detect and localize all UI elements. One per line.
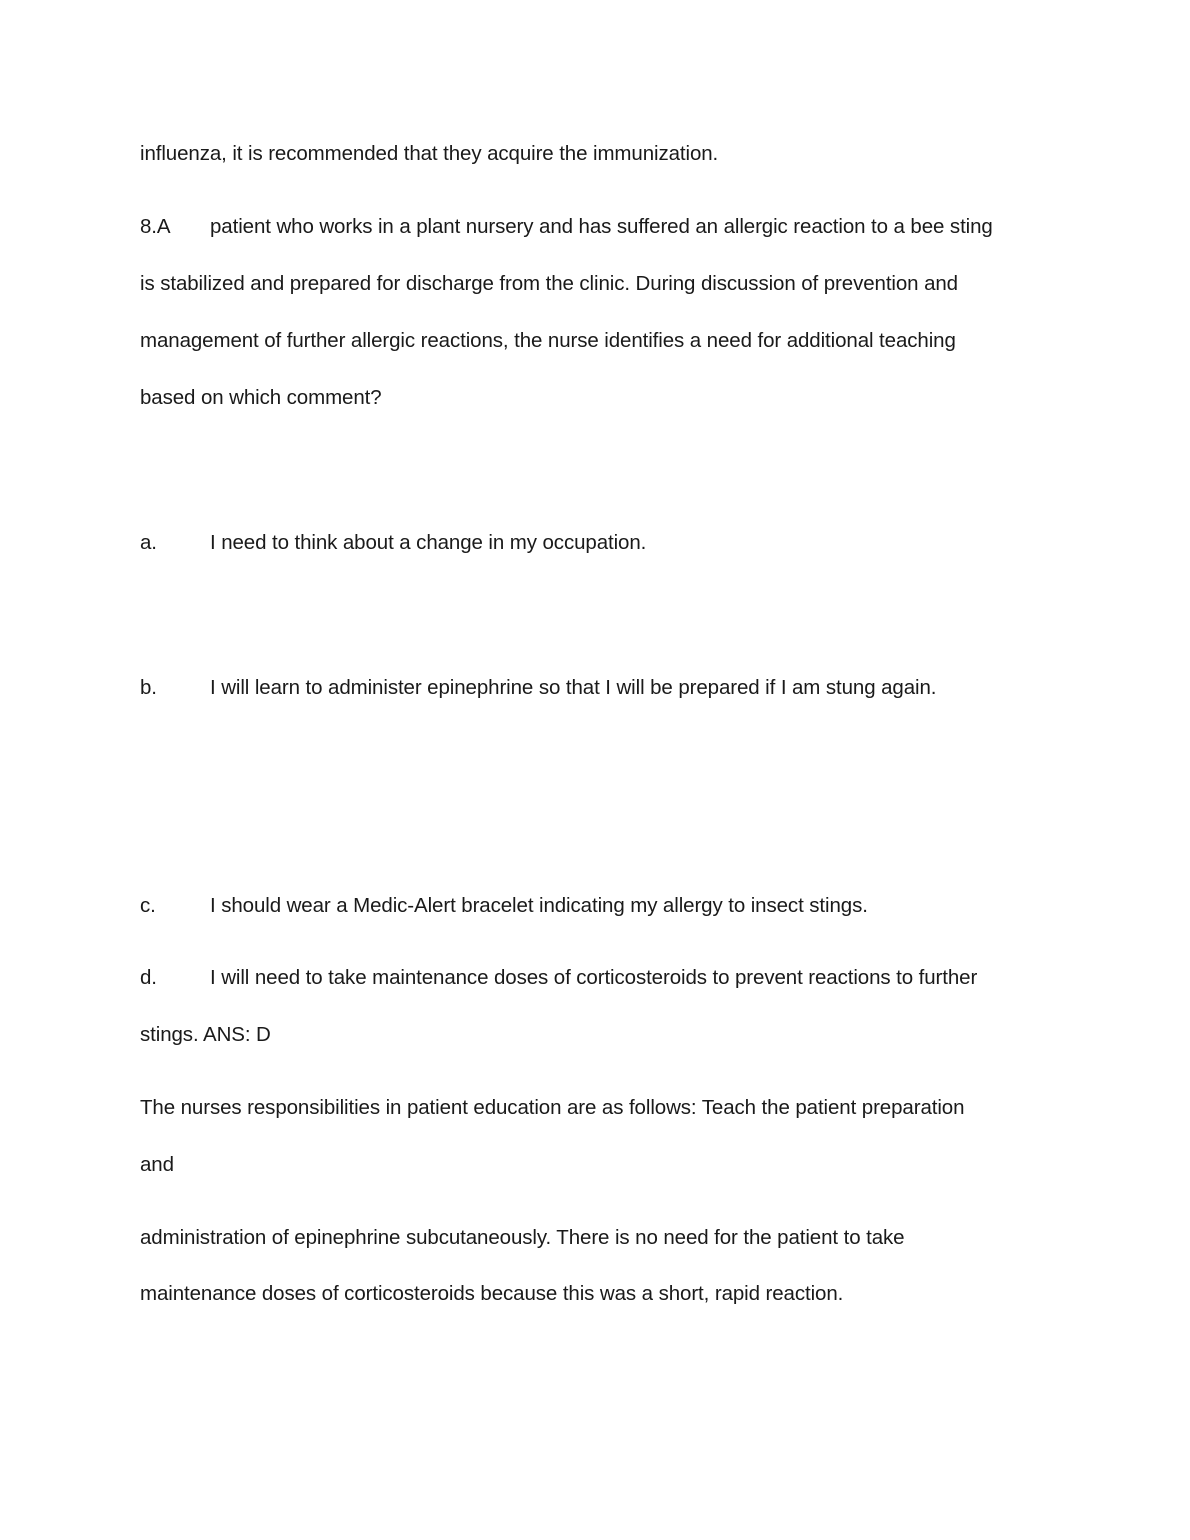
rationale-line-4: maintenance doses of corticosteroids because this was a short, rapid reaction. [140,1282,844,1305]
rationale-line-1: The nurses responsibilities in patient education are as follows: Teach the patient preparation [140,1096,965,1119]
question-line-1: patient who works in a plant nursery and has suffered an allergic reaction to a bee sting [210,215,993,238]
question-line-3: management of further allergic reactions, the nurse identifies a need for additional teaching [140,329,956,352]
question-line-4: based on which comment? [140,386,382,409]
intro-line: influenza, it is recommended that they acquire the immunization. [140,142,719,165]
option-b-label: b. [140,676,157,699]
rationale-line-3: administration of epinephrine subcutaneously. There is no need for the patient to take [140,1226,905,1249]
question-line-2: is stabilized and prepared for discharge from the clinic. During discussion of prevention and [140,272,958,295]
question-number: 8.A [140,215,171,238]
option-a-label: a. [140,531,157,554]
option-a-text: I need to think about a change in my occupation. [210,531,647,554]
answer-line: stings. ANS: D [140,1023,271,1046]
option-c-text: I should wear a Medic-Alert bracelet indicating my allergy to insect stings. [210,894,868,917]
option-d-label: d. [140,966,157,989]
rationale-line-2: and [140,1153,174,1176]
option-d-text: I will need to take maintenance doses of corticosteroids to prevent reactions to further [210,966,978,989]
option-c-label: c. [140,894,156,917]
option-b-text: I will learn to administer epinephrine so that I will be prepared if I am stung again. [210,676,937,699]
